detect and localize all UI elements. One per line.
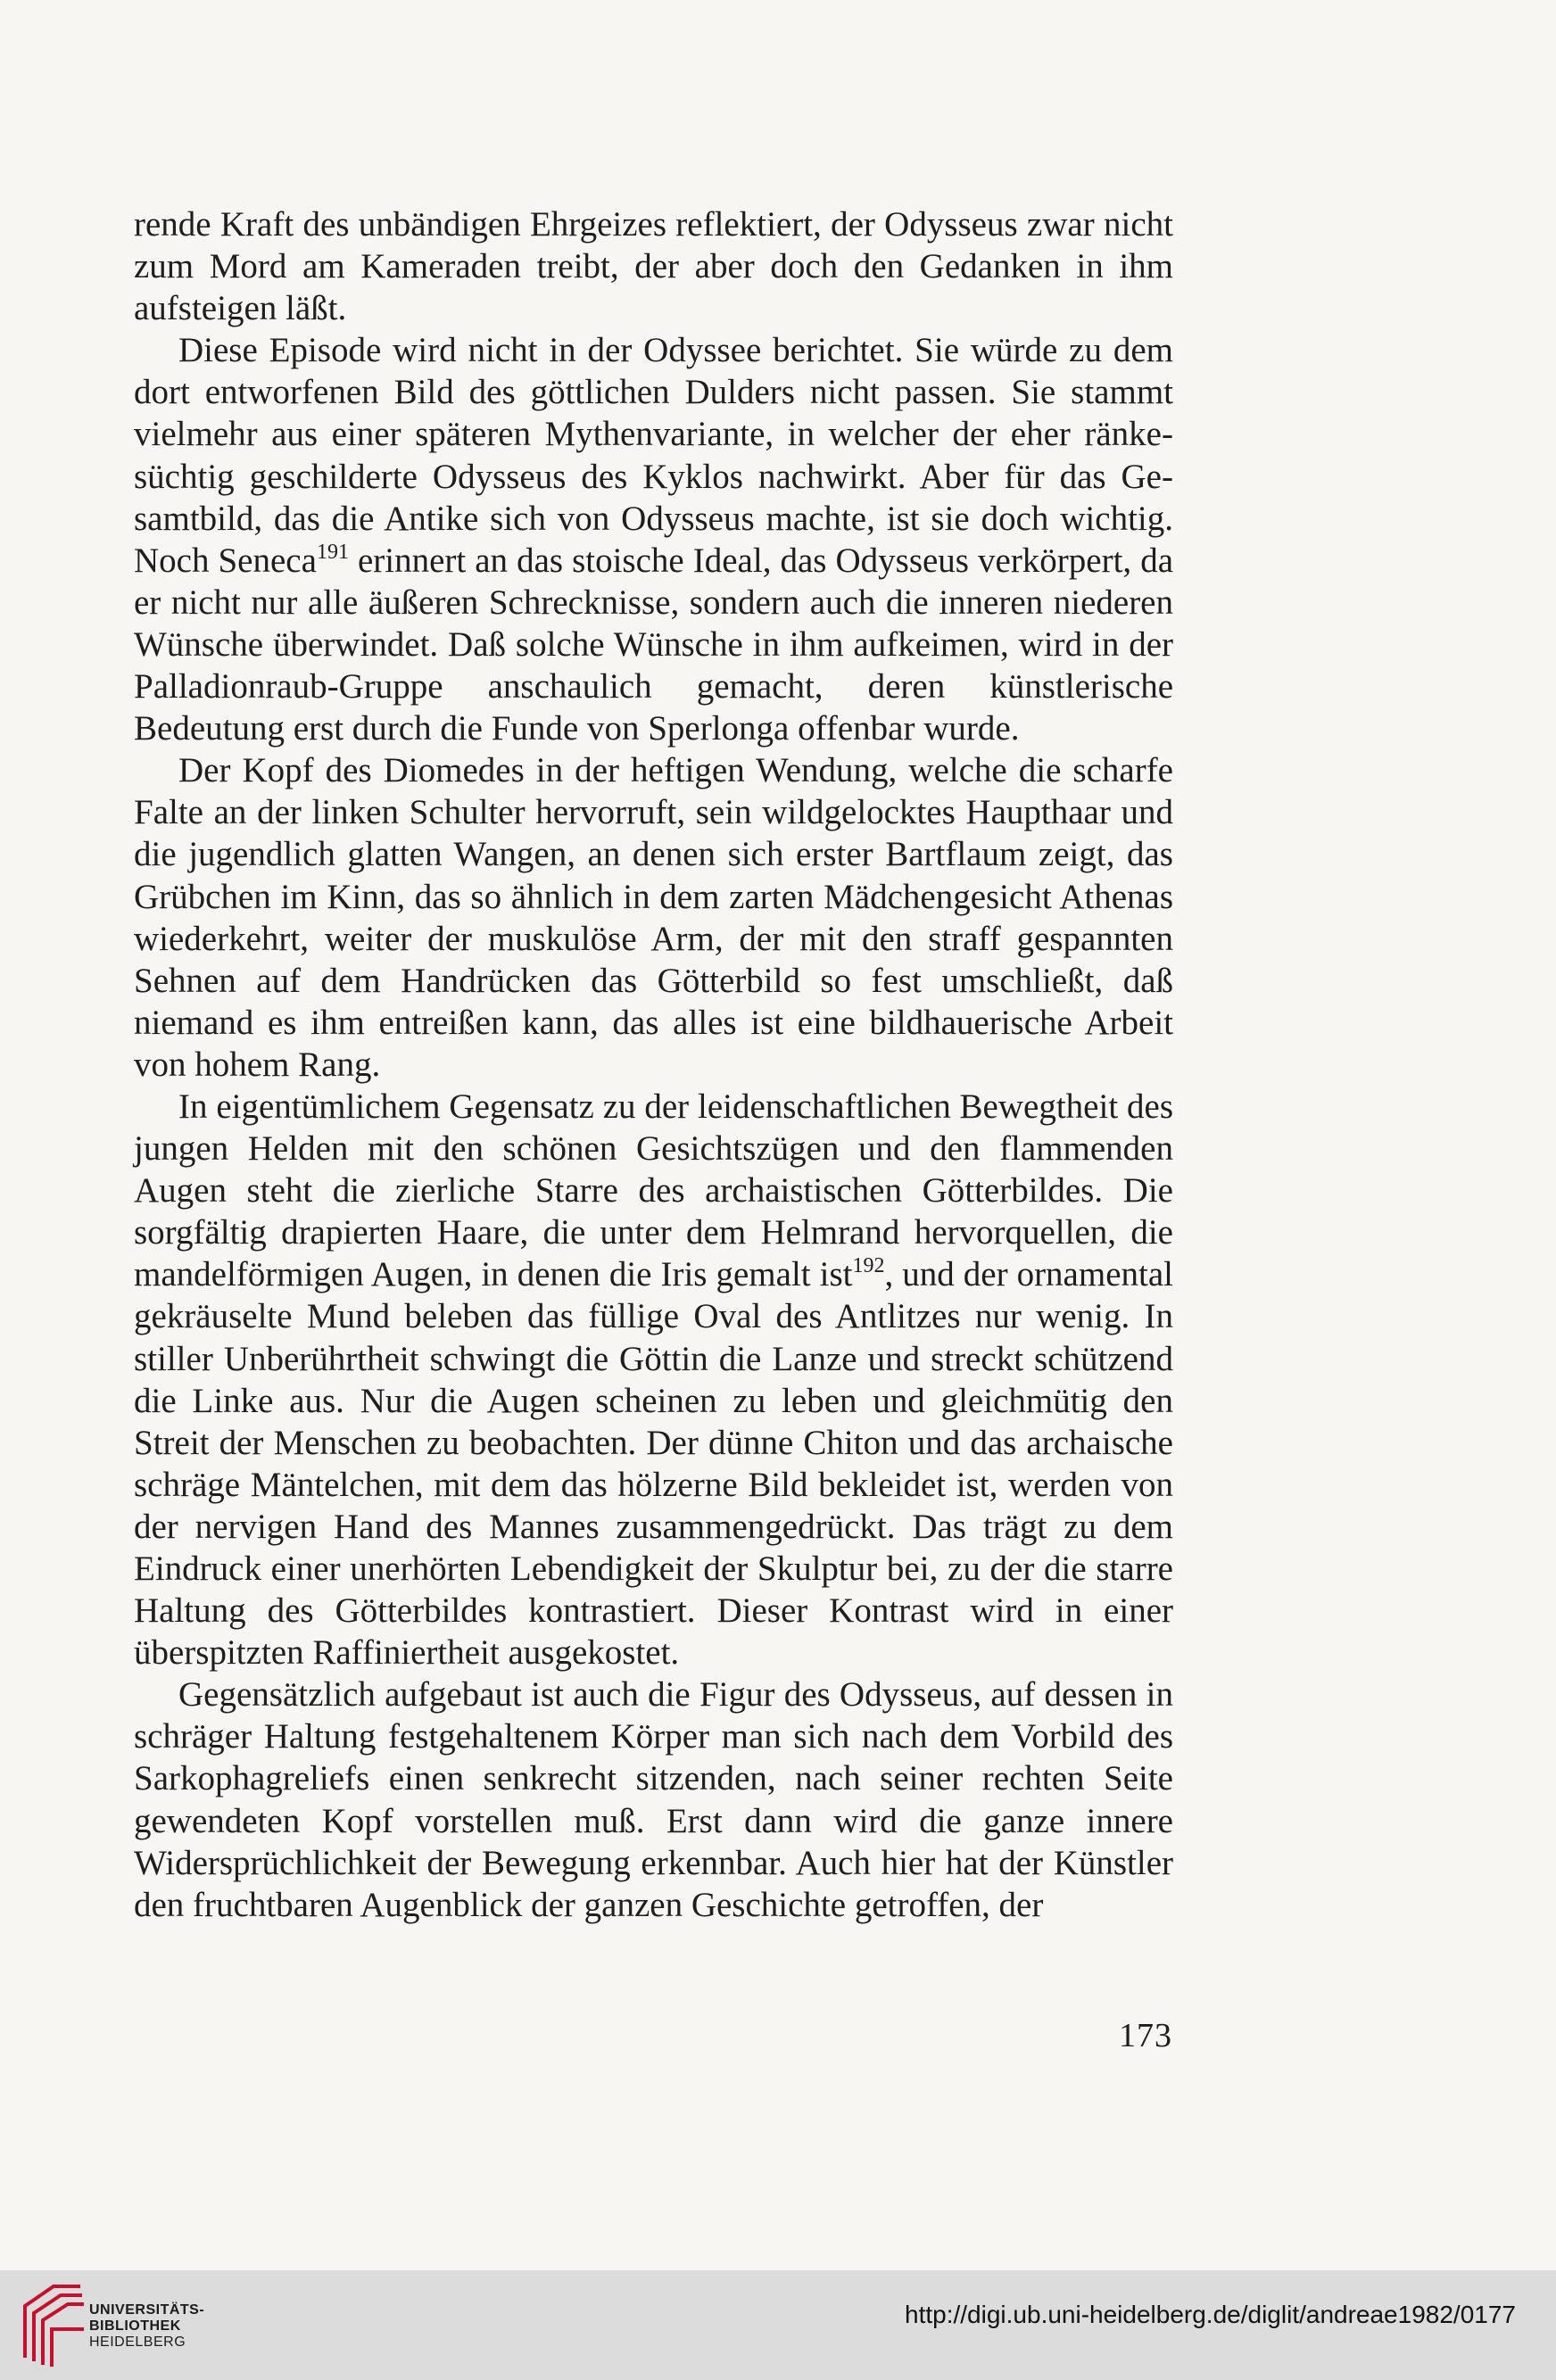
library-name-line2: BIBLIOTHEK (89, 2318, 181, 2334)
page-number: 173 (1119, 2017, 1172, 2054)
paragraph (134, 203, 1173, 329)
library-logo-icon (18, 2279, 89, 2368)
paragraph (134, 329, 1173, 749)
paragraph-text: Der Kopf des Diomedes in der heftigen Wendung, welche die scharfe Falte an der linken Schulter hervorruft, sein wildgelocktes Haupthaar und die jugendlich glatten Wangen, an denen sich erster Bartflaum zeigt, das Grübchen im Kinn, das so ähnlich in dem zarten Mädchengesicht Athenas wiederkehrt, weiter der muskulöse Arm, der mit den straff gespannten Sehnen auf dem Handrücken das Götterbild so fest umschließt, daß niemand es ihm entreißen kann, das alles ist eine bildhauerische Arbeit von hohem Rang. (134, 751, 1173, 1084)
source-url-link[interactable]: http://digi.ub.uni-heidelberg.de/diglit/andreae1982/0177 (905, 2301, 1516, 2328)
paragraph (134, 1086, 1173, 1673)
body-text (134, 203, 1173, 1926)
footnote-marker: 192 (852, 1254, 885, 1278)
library-name (89, 2302, 204, 2351)
footer-bar (0, 2270, 1556, 2380)
paragraph-text: , und der ornamental gekräuselte Mund beleben das füllige Oval des Antlitzes nur wenig. In stiller Unberührtheit schwingt die Göttin die Lanze und streckt schützend die Linke aus. Nur die Augen scheinen zu leben und gleichmütig den Streit der Menschen zu beobachten. Der dünne Chiton und das archaische schräge Mäntelchen, mit dem das hölzerne Bild bekleidet ist, werden von der nervigen Hand des Mannes zusammengedrückt. Das trägt zu dem Eindruck einer unerhörten Lebendigkeit der Skulptur bei, zu der die starre Haltung des Götterbildes kontrastiert. Dieser Kontrast wird in einer überspitzten Raffiniertheit ausgekostet. (134, 1255, 1173, 1673)
paragraph (134, 749, 1173, 1086)
library-name-line1: UNIVERSITÄTS- (89, 2302, 205, 2318)
paragraph-text: In eigentümlichem Gegensatz zu der leidenschaftlichen Bewegtheit des jungen Helden mit den schönen Gesichtszügen und den flammenden Augen steht die zierliche Starre des archaistischen Götterbildes. Die sorgfältig drapierten Haare, die unter dem Helmrand hervorquellen, die mandelförmigen Augen, in denen die Iris gemalt ist (134, 1087, 1173, 1294)
paragraph-text: erinnert an das stoische Ideal, das Odysseus verkörpert, da er nicht nur alle äußeren Schrecknisse, sondern auch die inneren niederen Wünsche überwindet. Daß solche Wünsche in ihm aufkeimen, wird in der Palladionraub-Gruppe anschaulich gemacht, deren künstlerische Bedeutung erst durch die Funde von Sperlonga offenbar wurde. (134, 541, 1174, 748)
library-name-line3: HEIDELBERG (89, 2335, 186, 2350)
paragraph (134, 1673, 1173, 1926)
paragraph-text: rende Kraft des unbändigen Ehrgeizes reflektiert, der Odysseus zwar nicht zum Mord am Kameraden treibt, der aber doch den Gedanken in ihm aufsteigen läßt. (134, 205, 1173, 328)
footnote-marker: 191 (316, 540, 349, 564)
paragraph-text: Gegensätzlich aufgebaut ist auch die Figur des Odysseus, auf dessen in schräger Haltung festgehaltenem Körper man sich nach dem Vorbild des Sarkophagreliefs einen senkrecht sitzenden, nach seiner rechten Seite gewendeten Kopf vorstellen muß. Erst dann wird die ganze innere Widersprüchlichkeit der Bewegung erkennbar. Auch hier hat der Künstler den fruchtbaren Augenblick der ganzen Geschichte getroffen, der (134, 1675, 1173, 1924)
paragraph-text: Diese Episode wird nicht in der Odyssee berichtet. Sie würde zu dem dort entworfenen Bild des göttlichen Dulders nicht passen. Sie stammt vielmehr aus einer späteren Mythenvariante, in welcher der eher ränkesüchtig geschilderte Odysseus des Kyklos nachwirkt. Aber für das Gesamtbild, das die Antike sich von Odysseus machte, ist sie doch wichtig. Noch Seneca (134, 331, 1173, 580)
